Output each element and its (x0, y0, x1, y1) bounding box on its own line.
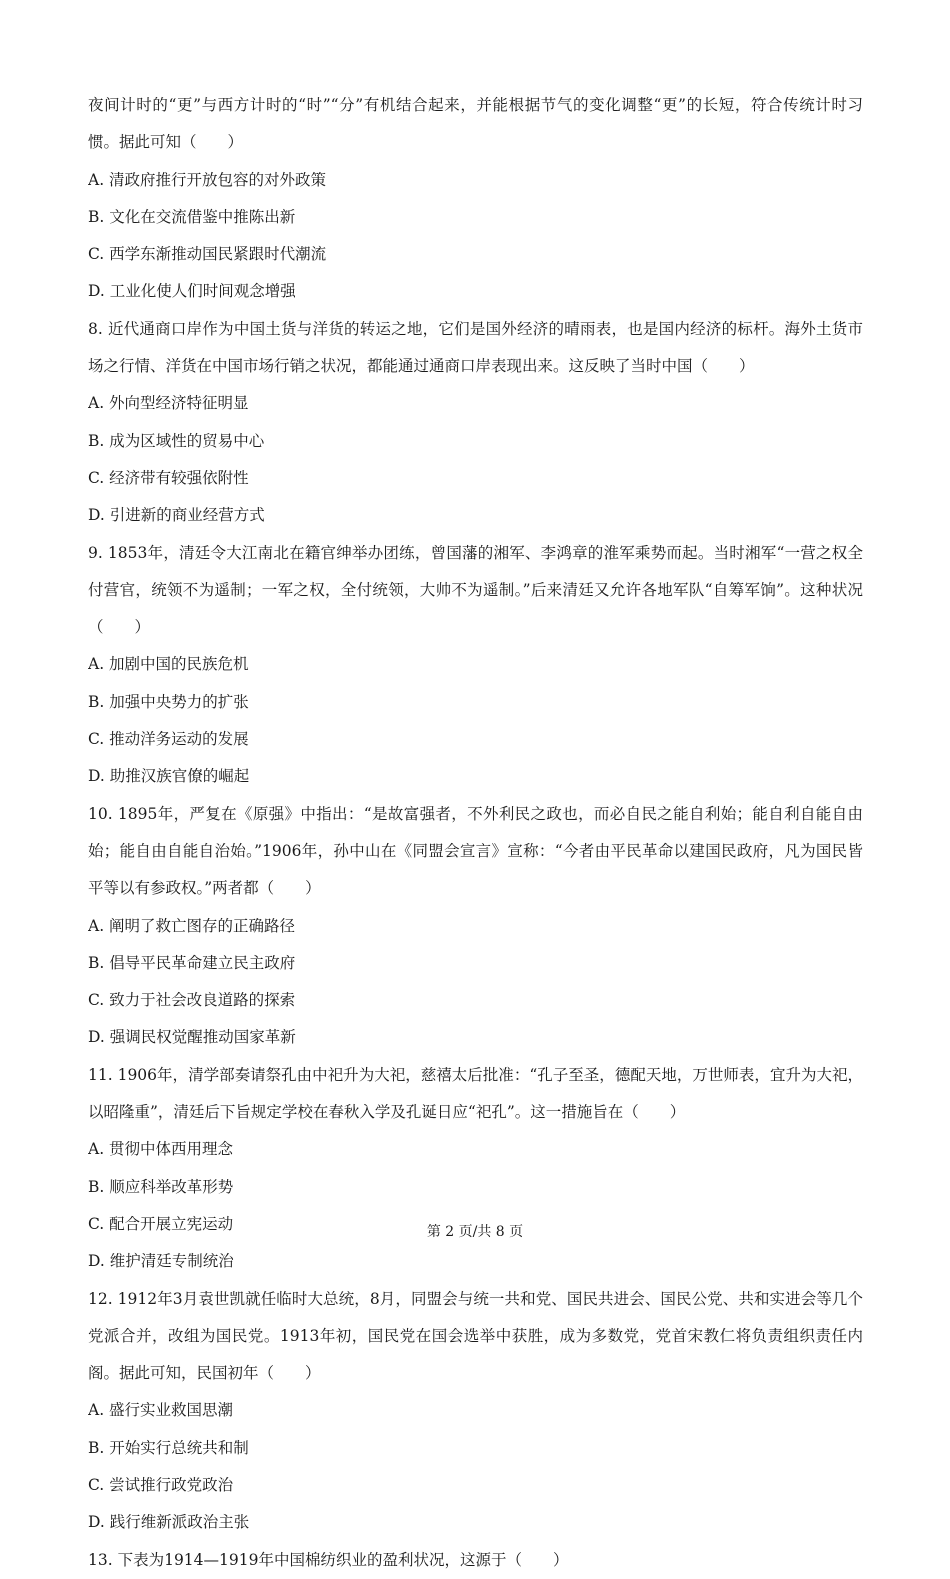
question-9-option-a: A. 加剧中国的民族危机 (88, 655, 249, 674)
question-8-stem: 8. 近代通商口岸作为中国土货与洋货的转运之地，它们是国外经济的晴雨表，也是国内经济的标杆。海外土货市场之行情、洋货在中国市场行销之状况，都能通过通商口岸表现出来。这反映了当时中国（ ） (88, 319, 863, 376)
question-13-stem: 13. 下表为1914—1919年中国棉纺织业的盈利状况，这源于（ ） (88, 1550, 569, 1569)
question-11-option-b: B. 顺应科举改革形势 (88, 1177, 234, 1196)
question-11-options (88, 1131, 863, 1280)
question-9-options (88, 646, 863, 795)
page-content (88, 87, 863, 1579)
question-8-option-b: B. 成为区域性的贸易中心 (88, 431, 265, 450)
question-8-option-a: A. 外向型经济特征明显 (88, 394, 249, 413)
question-7-option-d: D. 工业化使人们时间观念增强 (88, 282, 296, 301)
question-10-option-c: C. 致力于社会改良道路的探索 (88, 991, 296, 1010)
question-9-option-b: B. 加强中央势力的扩张 (88, 692, 249, 711)
question-9-stem: 9. 1853年，清廷令大江南北在籍官绅举办团练，曾国藩的湘军、李鸿章的淮军乘势而起。当时湘军“一营之权全付营官，统领不为遥制；一军之权，全付统领，大帅不为遥制。”后来清廷又允许各地军队“自筹军饷”。这种状况（ ） (88, 543, 863, 637)
question-9-option-c: C. 推动洋务运动的发展 (88, 730, 249, 749)
question-8-option-c: C. 经济带有较强依附性 (88, 468, 249, 487)
question-10-option-b: B. 倡导平民革命建立民主政府 (88, 953, 296, 972)
question-12-option-a: A. 盛行实业救国思潮 (88, 1401, 234, 1420)
question-12-option-b: B. 开始实行总统共和制 (88, 1438, 249, 1457)
question-12-option-c: C. 尝试推行政党政治 (88, 1475, 234, 1494)
question-8-options (88, 385, 863, 534)
question-7-option-a: A. 清政府推行开放包容的对外政策 (88, 170, 327, 189)
question-10-option-d: D. 强调民权觉醒推动国家革新 (88, 1028, 296, 1047)
question-11-option-a: A. 贯彻中体西用理念 (88, 1140, 234, 1159)
question-8-option-d: D. 引进新的商业经营方式 (88, 506, 265, 525)
question-7-option-c: C. 西学东渐推动国民紧跟时代潮流 (88, 245, 327, 264)
question-11-option-d: D. 维护清廷专制统治 (88, 1252, 234, 1271)
question-10-option-a: A. 阐明了救亡图存的正确路径 (88, 916, 296, 935)
page-number-footer: 第 2 页/共 8 页 (426, 1224, 524, 1240)
question-12-options (88, 1392, 863, 1541)
question-7-options (88, 162, 863, 311)
question-9-option-d: D. 助推汉族官僚的崛起 (88, 767, 250, 786)
question-10-stem: 10. 1895年，严复在《原强》中指出：“是故富强者，不外利民之政也，而必自民之能自利始；能自利自能自由始；能自由自能自治始。”1906年，孙中山在《同盟会宣言》宣称：“今者由平民革命以建国民政府，凡为国民皆平等以有参政权。”两者都（ ） (88, 804, 863, 898)
question-7-stem-continuation: 夜间计时的“更”与西方计时的“时”“分”有机结合起来，并能根据节气的变化调整“更”的长短，符合传统计时习惯。据此可知（ ） (88, 96, 863, 152)
question-12-option-d: D. 践行维新派政治主张 (88, 1513, 250, 1532)
question-10-options (88, 908, 863, 1057)
question-11-stem: 11. 1906年，清学部奏请祭孔由中祀升为大祀，慈禧太后批准：“孔子至圣，德配天地，万世师表，宜升为大祀，以昭隆重”，清廷后下旨规定学校在春秋入学及孔诞日应“祀孔”。这一措施旨在（ ） (88, 1065, 863, 1122)
question-12-stem: 12. 1912年3月袁世凯就任临时大总统，8月，同盟会与统一共和党、国民共进会、国民公党、共和实进会等几个党派合并，改组为国民党。1913年初，国民党在国会选举中获胜，成为多数党，党首宋教仁将负责组织责任内阁。据此可知，民国初年（ ） (88, 1289, 863, 1383)
question-11-option-c: C. 配合开展立宪运动 (88, 1214, 234, 1233)
question-7-option-b: B. 文化在交流借鉴中推陈出新 (88, 207, 296, 226)
